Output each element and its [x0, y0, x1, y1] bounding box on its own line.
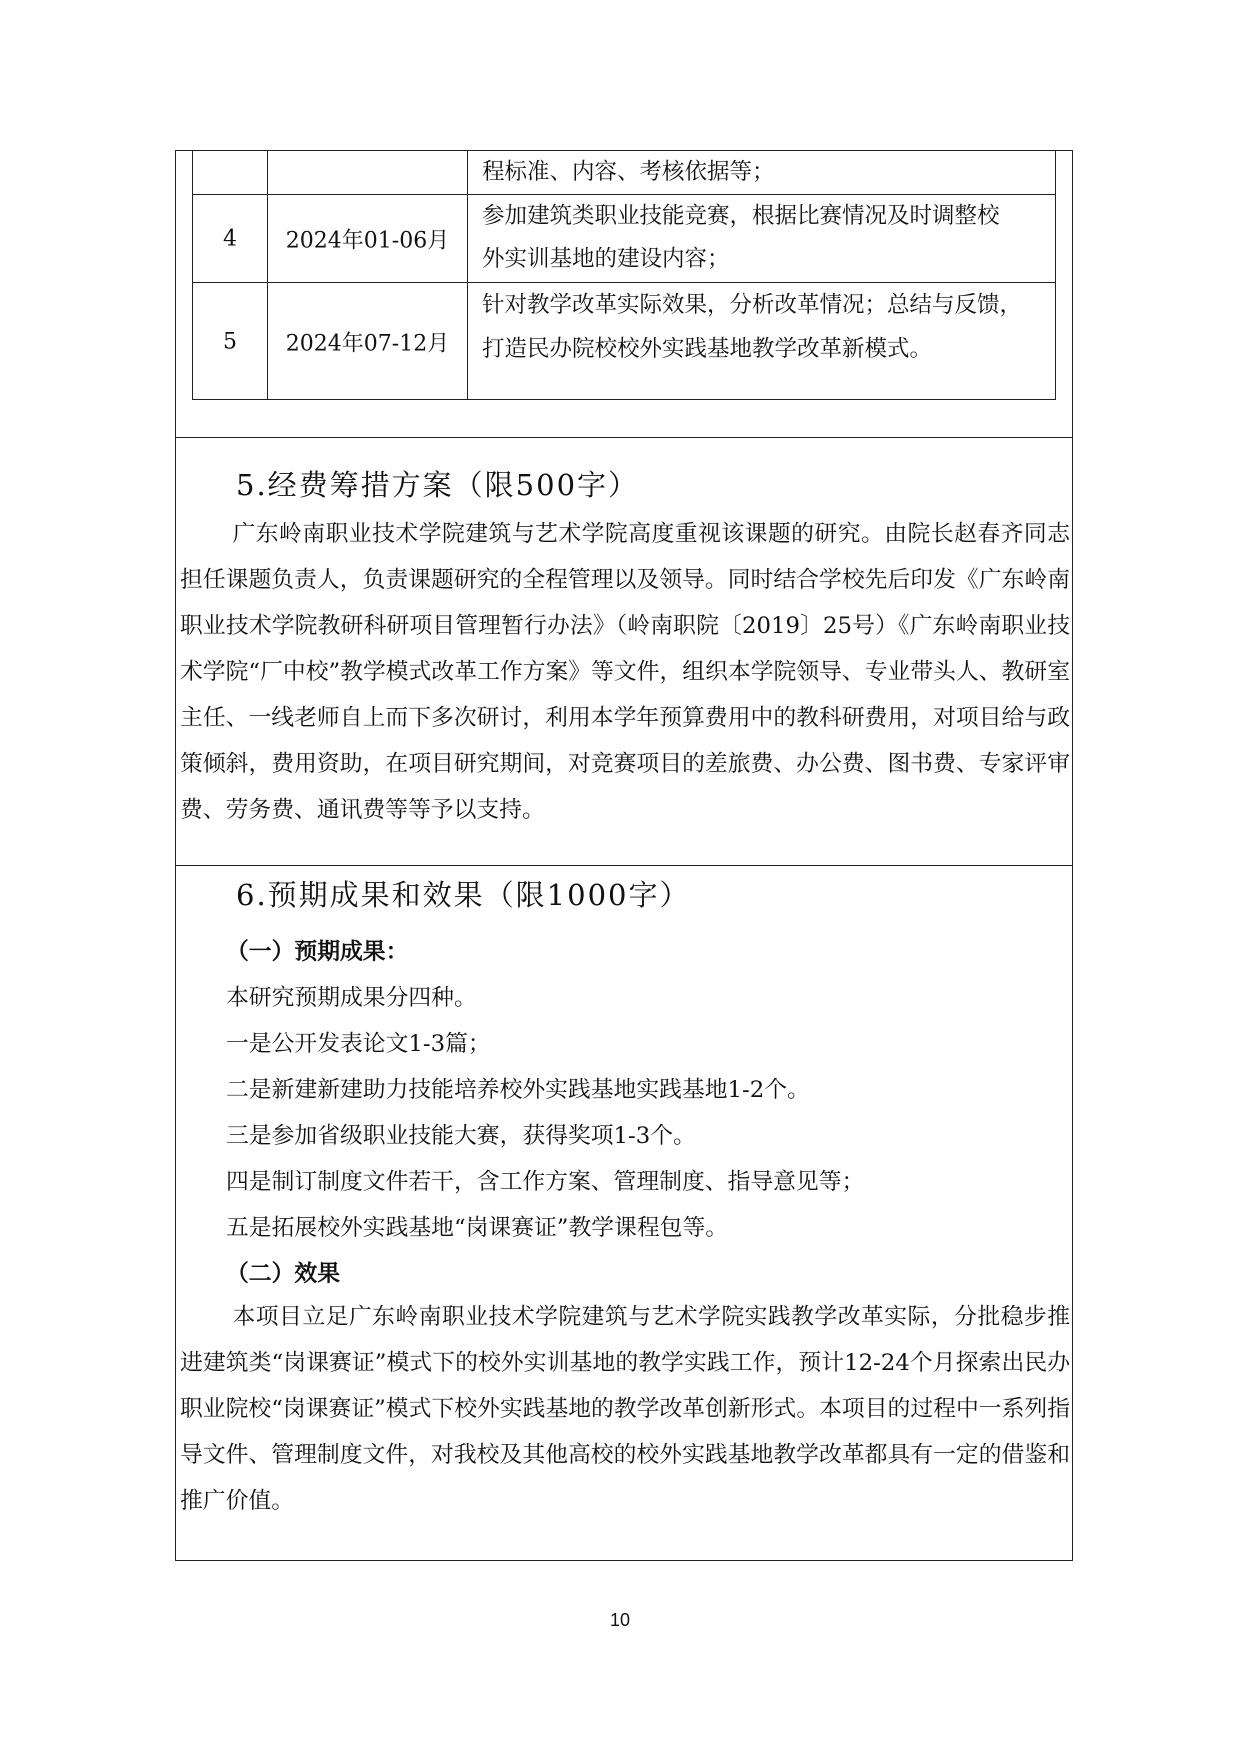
list-item: 三是参加省级职业技能大赛，获得奖项1-3个。	[226, 1123, 696, 1149]
table-row	[193, 194, 1055, 282]
row-content-cell	[468, 151, 1054, 194]
row-content-cell	[468, 283, 1054, 400]
row-number-cell	[193, 151, 268, 194]
list-item: 本研究预期成果分四种。	[226, 985, 477, 1011]
form-table	[175, 150, 1073, 1561]
section6-title: 6.预期成果和效果（限1000字）	[236, 878, 691, 912]
row-content-line: 程标准、内容、考核依据等；	[482, 159, 775, 185]
section5-body-text: 广东岭南职业技术学院建筑与艺术学院高度重视该课题的研究。由院长赵春齐同志担任课题负责人，负责课题研究的全程管理以及领导。同时结合学校先后印发《广东岭南职业技术学院教研科研项目管理暂行办法》（岭南职院〔2019〕25号）《广东岭南职业技术学院“厂中校”教学模式改革工作方案》等文件，组织本学院领导、专业带头人、教研室主任、一线老师自上而下多次研讨，利用本学年预算费用中的教科研费用，对项目给与政策倾斜，费用资助，在项目研究期间，对竞赛项目的差旅费、办公费、图书费、专家评审费、劳务费、通讯费等等予以支持。	[180, 521, 1070, 823]
list-item: 五是拓展校外实践基地“岗课赛证”教学课程包等。	[226, 1215, 729, 1241]
section6-effect-text: 本项目立足广东岭南职业技术学院建筑与艺术学院实践教学改革实际，分批稳步推进建筑类“岗课赛证”模式下的校外实训基地的教学实践工作，预计12-24个月探索出民办职业院校“岗课赛证”模式下校外实践基地的教学改革创新形式。本项目的过程中一系列指导文件、管理制度文件，对我校及其他高校的校外实践基地教学改革都具有一定的借鉴和推广价值。	[180, 1304, 1070, 1514]
subheading-expected-results: （一）预期成果：	[226, 939, 409, 965]
row-content-cell	[468, 195, 1054, 282]
schedule-table	[192, 151, 1056, 400]
list-item: 二是新建新建助力技能培养校外实践基地实践基地1-2个。	[226, 1077, 810, 1103]
row-number-cell: 4	[193, 195, 268, 282]
divider	[176, 437, 1072, 438]
row-content-line: 针对教学改革实际效果，分析改革情况；总结与反馈，	[482, 292, 1023, 318]
row-date-cell	[268, 151, 468, 194]
table-row	[193, 282, 1055, 400]
list-item: 四是制订制度文件若干，含工作方案、管理制度、指导意见等；	[226, 1169, 865, 1195]
divider	[176, 865, 1072, 866]
section5-title: 5.经费筹措方案（限500字）	[236, 468, 640, 502]
row-number-cell: 5	[193, 283, 268, 400]
page-number: 10	[609, 1610, 631, 1630]
row-date-cell: 2024年01-06月	[268, 195, 468, 282]
subheading-effects: （二）效果	[226, 1261, 340, 1287]
row-content-line: 外实训基地的建设内容；	[482, 246, 730, 272]
row-date-cell: 2024年07-12月	[268, 283, 468, 400]
row-content-line: 参加建筑类职业技能竞赛，根据比赛情况及时调整校	[482, 203, 1000, 229]
section6-effect-body	[176, 1294, 1074, 1524]
list-item: 一是公开发表论文1-3篇；	[226, 1031, 491, 1057]
row-content-line: 打造民办院校校外实践基地教学改革新模式。	[482, 336, 933, 362]
table-row	[193, 151, 1055, 194]
section5-body	[176, 511, 1074, 833]
